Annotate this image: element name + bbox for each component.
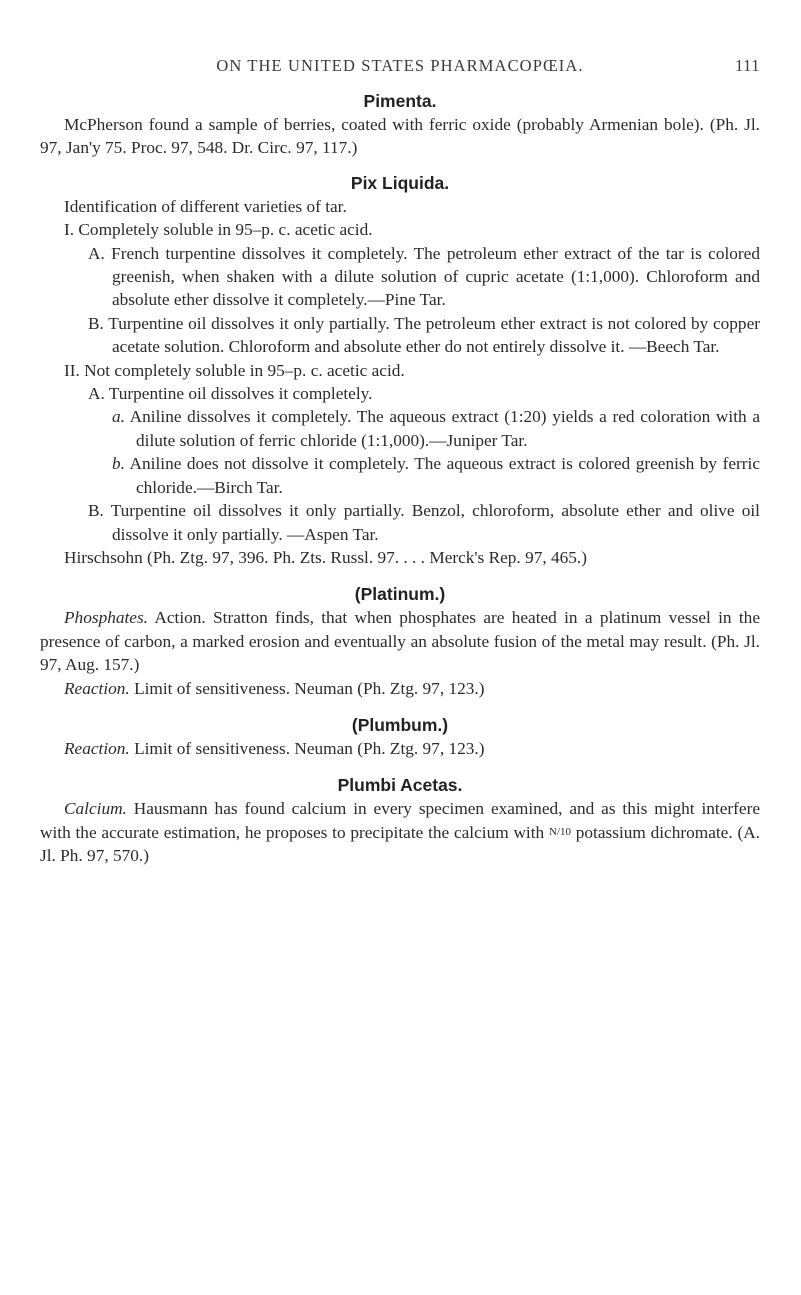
plumbum-lead: Reaction. <box>64 738 130 758</box>
running-head <box>40 56 760 76</box>
page-content <box>40 90 760 868</box>
pix-reference: Hirschsohn (Ph. Ztg. 97, 396. Ph. Zts. Russl. 97. . . . Merck's Rep. 97, 465.) <box>64 547 587 567</box>
platinum-lead-2: Reaction. <box>64 678 130 698</box>
pix-item-IIAb <box>40 452 760 499</box>
pix-item-IIAa <box>40 405 760 452</box>
pix-item-IIA: A. Turpentine oil dissolves it completely. <box>88 384 373 404</box>
platinum-paragraph-2 <box>40 677 760 700</box>
plumbi-text-b: potassium dichromate. (A. Jl. Ph. 97, 570.) <box>40 822 760 866</box>
pix-item-IIAb-mark: b. <box>112 454 125 474</box>
plumbi-paragraph <box>40 797 760 867</box>
normality-fraction: N/10 <box>548 825 571 838</box>
plumbi-lead: Calcium. <box>64 799 127 819</box>
pimenta-paragraph: McPherson found a sample of berries, coated with ferric oxide (probably Armenian bole). (Ph. Jl. 97, Jan'y 75. Proc. 97, 548. Dr. Circ. 97, 117.) <box>40 115 760 158</box>
pix-intro: Identification of different varieties of tar. <box>64 196 347 216</box>
section-title-pimenta: Pimenta. <box>363 91 437 111</box>
plumbum-paragraph <box>40 737 760 760</box>
plumbum-text: Limit of sensitiveness. Neuman (Ph. Ztg. 97, 123.) <box>129 738 485 758</box>
plumbi-text-a: Hausmann has found calcium in every specimen examined, and as this might interfere with the accurate estimation, he proposes to precipitate the calcium with <box>40 799 760 842</box>
platinum-lead-1: Phosphates. <box>64 608 149 628</box>
section-title-platinum: (Platinum.) <box>354 584 446 605</box>
section-title-plumbum: (Plumbum.) <box>351 714 449 735</box>
pix-item-IB: B. Turpentine oil dissolves it only partially. The petroleum ether extract is not colored by copper acetate solution. Chloroform and absolute ether do not entirely dissolve it. —Beech Tar. <box>88 313 760 357</box>
platinum-paragraph-1 <box>40 606 760 676</box>
pix-item-IA: A. French turpentine dissolves it completely. The petroleum ether extract of the tar is colored greenish, when shaken with a dilute solution of cupric acetate (1:1,000). Chloroform and absolute ether dissolve it completely.—Pine Tar. <box>88 243 760 310</box>
pix-item-IIB: B. Turpentine oil dissolves it only partially. Benzol, chloroform, absolute ether and olive oil dissolve it only partially. —Aspen Tar. <box>88 501 760 544</box>
section-title-pix-liquida: Pix Liquida. <box>350 172 450 193</box>
pix-item-I: I. Completely soluble in 95–p. c. acetic acid. <box>64 220 373 240</box>
pix-item-IIAa-text: Aniline dissolves it completely. The aqueous extract (1:20) yields a red coloration with a dilute solution of ferric chloride (1:1,000).—Juniper Tar. <box>124 407 760 450</box>
pix-item-IIAb-text: Aniline does not dissolve it completely. The aqueous extract is colored greenish by ferric chloride.—Birch Tar. <box>124 454 760 497</box>
pix-item-II: II. Not completely soluble in 95–p. c. acetic acid. <box>64 360 405 380</box>
platinum-text-1: Action. Stratton finds, that when phosphates are heated in a platinum vessel in the presence of carbon, a marked erosion and eventually an absolute fusion of the metal may result. (Ph. Jl. 97, Aug. 157.) <box>40 608 760 675</box>
page-number: 111 <box>734 56 760 75</box>
running-title: ON THE UNITED STATES PHARMACOPŒIA. <box>216 56 584 75</box>
section-title-plumbi-acetas: Plumbi Acetas. <box>337 775 463 796</box>
platinum-text-2: Limit of sensitiveness. Neuman (Ph. Ztg. 97, 123.) <box>129 678 485 698</box>
pix-item-IIAa-mark: a. <box>112 407 125 427</box>
